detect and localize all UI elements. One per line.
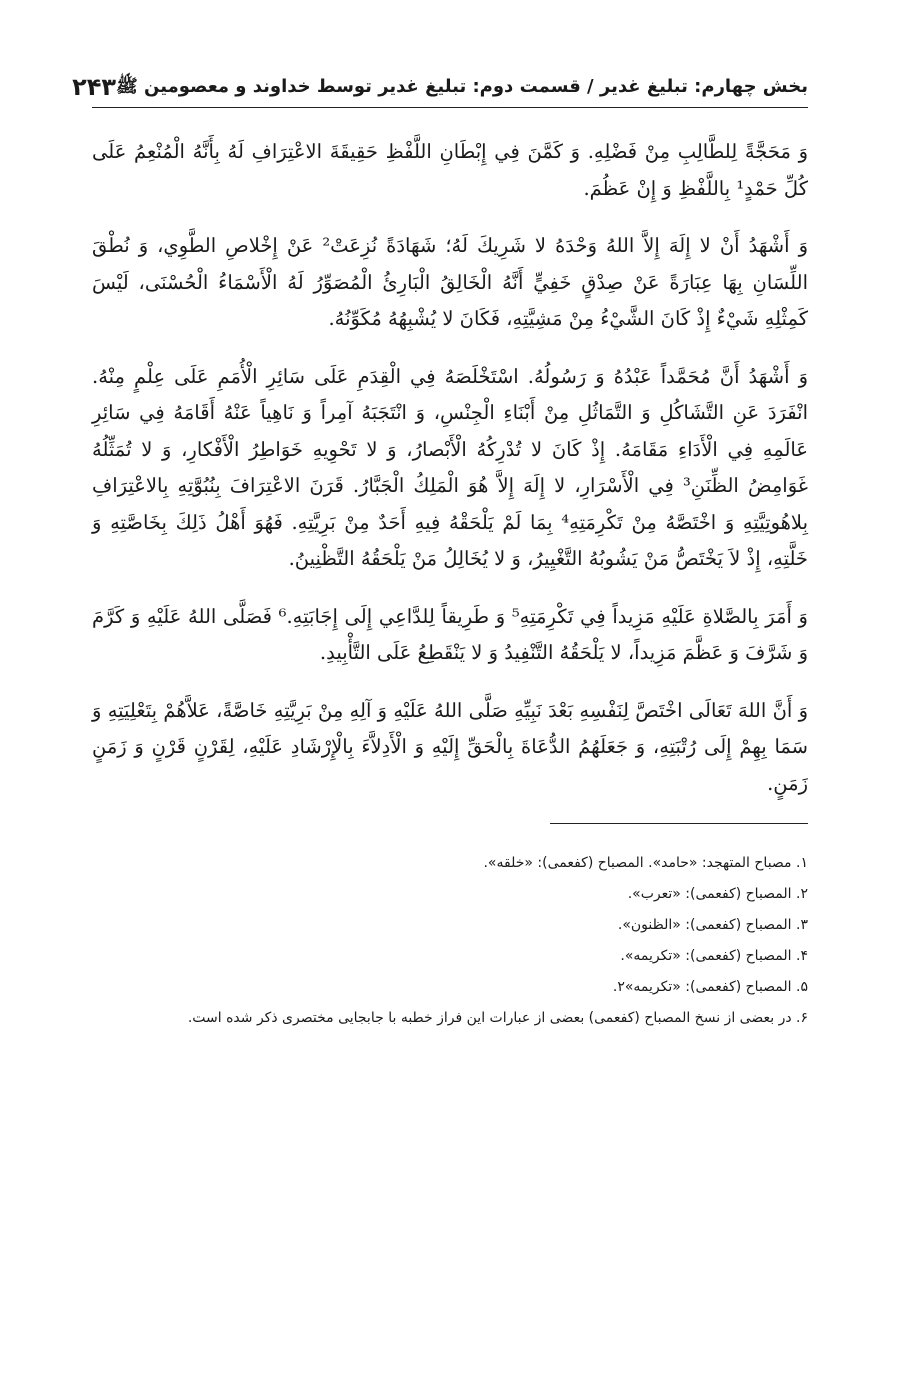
footnotes — [92, 848, 808, 1034]
running-header — [72, 62, 808, 108]
footnote-2: ۲. المصباح (كفعمى): «تعرب». — [627, 886, 808, 902]
page-number: ۲۴۳ — [72, 73, 117, 101]
paragraph-4: وَ أَمَرَ بِالصَّلاةِ عَلَيْهِ مَزِيداً فِي تَكْرِمَتِهِ⁵ وَ طَرِيقاً لِلدَّاعِي إِلَى إِجَابَتِهِ.⁶ فَصَلَّى اللهُ عَلَيْهِ وَ كَرَّمَ وَ شَرَّفَ وَ عَظَّمَ مَزِيداً، لا يَلْحَقُهُ التَّنْفِيدُ وَ لا يَنْقَطِعُ عَلَى التَّأْبِيدِ. — [92, 604, 808, 664]
main-text — [92, 134, 808, 802]
paragraph-5: وَ أَنَّ اللهَ تَعَالَى اخْتَصَّ لِنَفْسِهِ بَعْدَ نَبِيِّهِ صَلَّى اللهُ عَلَيْهِ وَ آلِهِ مِنْ بَرِيَّتِهِ خَاصَّةً، عَلاَّهُمْ بِتَعْلِيَتِهِ وَ سَمَا بِهِمْ إِلَى رُتْبَتِهِ، وَ جَعَلَهُمُ الدُّعَاةَ بِالْحَقِّ إِلَيْهِ وَ الْأَدِلاَّءَ بِالْإِرْشَادِ عَلَيْهِ، لِقَرْنٍ قَرْنٍ وَ زَمَنٍ زَمَنٍ. — [92, 698, 808, 795]
footnote-4: ۴. المصباح (كفعمى): «تكريمه». — [620, 948, 808, 964]
footnote-1: ۱. مصباح المتهجد: «حامد». المصباح (كفعمى): «خلقه». — [483, 855, 808, 871]
footnote-6: ۶. در بعضى از نسخ المصباح (كفعمى) بعضى از عبارات اين فراز خطبه با جابجايى مختصرى ذكر شده است. — [187, 1010, 808, 1026]
footnote-3: ۳. المصباح (كفعمى): «الظنون». — [617, 917, 808, 933]
paragraph-1: وَ مَحَجَّةً لِلطَّالِبِ مِنْ فَضْلِهِ. وَ كَمَّنَ فِي إِبْطَانِ اللَّفْظِ حَقِيقَةَ الاعْتِرَافِ لَهُ بِأَنَّهُ الْمُنْعِمُ عَلَى كُلِّ حَمْدٍ¹ بِاللَّفْظِ وَ إِنْ عَظُمَ. — [92, 140, 808, 200]
footnote-divider — [550, 823, 808, 824]
header-title: بخش چهارم: تبلیغ غدیر / قسمت دوم: تبلیغ غدیر توسط خداوند و معصومین ﷺ — [116, 76, 808, 97]
paragraph-3: وَ أَشْهَدُ أَنَّ مُحَمَّداً عَبْدُهُ وَ رَسُولُهُ. اسْتَخْلَصَهُ فِي الْقِدَمِ عَلَى سَائِرِ الْأُمَمِ عَلَى عِلْمٍ مِنْهُ. انْفَرَدَ عَنِ التَّشَاكُلِ وَ التَّمَاثُلِ مِنْ أَبْنَاءِ الْجِنْسِ، وَ انْتَجَبَهُ آمِراً وَ نَاهِياً عَنْهُ أَقَامَهُ فِي سَائِرِ عَالَمِهِ فِي الْأَدَاءِ مَقَامَهُ. إِذْ كَانَ لا تُدْرِكُهُ الْأَبْصارُ، وَ لا تَحْوِيهِ خَوَاطِرُ الْأَفْكارِ، وَ لا تُمَثِّلُهُ غَوَامِضُ الظِّنَنِ³ فِي الْأَسْرَارِ، لا إِلَهَ إِلاَّ هُوَ الْمَلِكُ الْجَبَّارُ. قَرَنَ الاعْتِرَافَ بِنُبُوَّتِهِ بِالاعْتِرَافِ بِلاهُوتِيَّتِهِ وَ اخْتَصَّهُ مِنْ تَكْرِمَتِهِ⁴ بِمَا لَمْ يَلْحَقْهُ فِيهِ أَحَدٌ مِنْ بَرِيَّتِهِ. فَهُوَ أَهْلُ ذَلِكَ بِخَاصَّتِهِ وَ خَلَّتِهِ، إِذْ لاَ يَخْتَصُّ مَنْ يَشُوبُهُ التَّغْيِيرُ، وَ لا يُخَالِلُ مَنْ يَلْحَقُهُ التَّظْنِينُ. — [92, 364, 808, 570]
paragraph-2: وَ أَشْهَدُ أَنْ لا إِلَهَ إِلاَّ اللهُ وَحْدَهُ لا شَرِيكَ لَهُ؛ شَهَادَةً نُزِعَتْ² عَنْ إِخْلاصِ الطَّوِي، وَ نُطْقَ اللِّسَانِ بِهَا عِبَارَةً عَنْ صِدْقٍ خَفِيٍّ أَنَّهُ الْخَالِقُ الْبَارِئُ الْمُصَوِّرُ لَهُ الْأَسْمَاءُ الْحُسْنَى، لَيْسَ كَمِثْلِهِ شَيْءٌ إِذْ كَانَ الشَّيْءُ مِنْ مَشِيَّتِهِ، فَكَانَ لا يُشْبِهُهُ مُكَوِّنُهُ. — [92, 234, 808, 330]
footnote-5: ۵. المصباح (كفعمى): «تكريمه»۲. — [612, 979, 808, 995]
